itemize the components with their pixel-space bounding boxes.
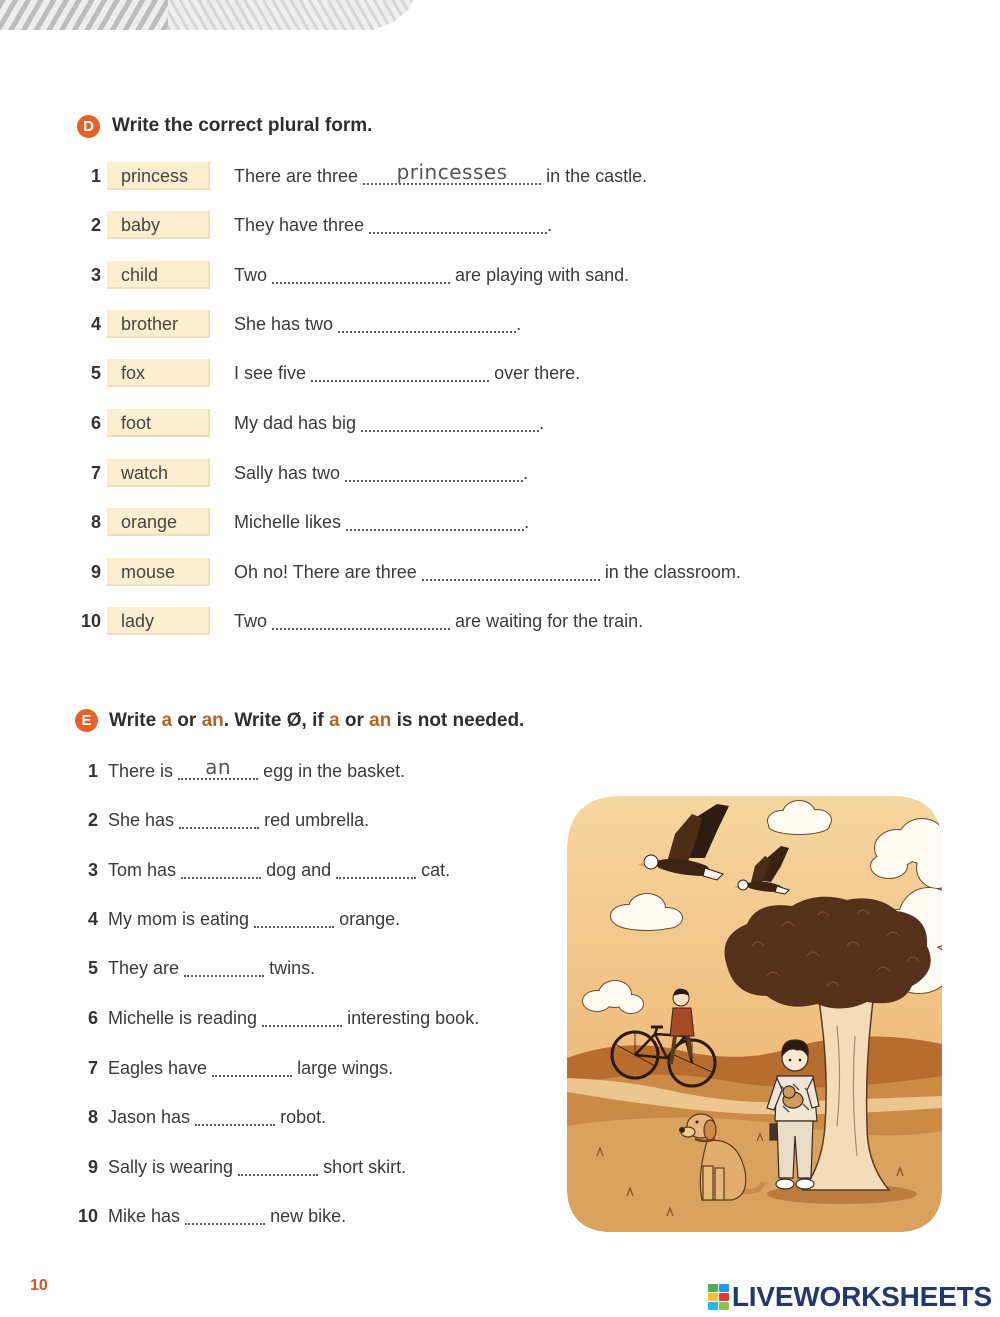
- singular-word-box: watch: [107, 459, 210, 487]
- answer-blank-example: [363, 160, 541, 185]
- answer-blank[interactable]: [195, 1110, 275, 1126]
- sentence-start: They have three: [234, 215, 365, 235]
- example-answer: princesses: [396, 160, 508, 184]
- item-number: 5: [90, 363, 101, 383]
- answer-blank[interactable]: [181, 863, 261, 879]
- sentence: [108, 1204, 346, 1228]
- plural-item: [0, 510, 1000, 534]
- singular-word-box: child: [107, 261, 210, 289]
- title-text: is not needed.: [391, 710, 525, 731]
- sentence-start: My dad has big: [234, 413, 357, 433]
- sentence: [108, 1056, 393, 1080]
- sentence: [234, 461, 528, 485]
- plural-item: [0, 609, 1000, 633]
- item-number: 10: [80, 611, 101, 631]
- sentence: [234, 160, 648, 188]
- singular-word-box: brother: [107, 310, 210, 338]
- sentence-end: are playing with sand.: [455, 265, 630, 285]
- sentence-end: .: [516, 314, 522, 334]
- answer-blank[interactable]: [346, 515, 524, 531]
- item-number: 2: [87, 810, 98, 830]
- sentence-middle: dog and: [266, 860, 332, 880]
- item-number: 8: [87, 1107, 98, 1127]
- section-e-title: [109, 708, 524, 734]
- title-text: or: [339, 710, 370, 731]
- item-number: 3: [90, 265, 101, 285]
- item-number: 1: [87, 761, 98, 781]
- sentence-end: large wings.: [297, 1058, 394, 1078]
- answer-blank[interactable]: [369, 218, 547, 234]
- logo-text: LIVEWORKSHEETS: [731, 1281, 992, 1312]
- plural-item: [0, 263, 1000, 287]
- sentence: [234, 609, 643, 633]
- sentence-start: There is: [108, 761, 174, 781]
- sentence: [108, 1155, 406, 1179]
- sentence-start: Two: [234, 611, 268, 631]
- sentence: [108, 956, 315, 980]
- sentence-start: I see five: [234, 363, 307, 383]
- title-text: . Write Ø, if: [223, 710, 329, 731]
- singular-word-box: lady: [107, 607, 210, 635]
- sentence-start: They are: [108, 958, 180, 978]
- item-number: 6: [90, 413, 101, 433]
- sentence-end: red umbrella.: [264, 810, 370, 830]
- answer-blank[interactable]: [336, 863, 416, 879]
- title-text: Write: [109, 710, 162, 731]
- sentence-end: robot.: [280, 1107, 327, 1127]
- plural-item: [0, 361, 1000, 385]
- plural-item: [0, 461, 1000, 485]
- sentence: [234, 312, 521, 336]
- sentence: [108, 858, 450, 882]
- answer-blank[interactable]: [422, 565, 600, 581]
- sentence-end: orange.: [339, 909, 401, 929]
- decorative-header-stripes: [0, 0, 180, 30]
- sentence-end: over there.: [494, 363, 581, 383]
- sentence-end: in the castle.: [546, 166, 648, 186]
- answer-blank[interactable]: [311, 366, 489, 382]
- sentence-start: There are three: [234, 166, 359, 186]
- singular-word-box: orange: [107, 508, 210, 536]
- sentence-start: Two: [234, 265, 268, 285]
- item-number: 2: [90, 215, 101, 235]
- title-text: or: [172, 710, 202, 731]
- answer-blank[interactable]: [212, 1061, 292, 1077]
- article-item: [0, 755, 1000, 783]
- sentence-start: Mike has: [108, 1206, 181, 1226]
- item-number: 6: [87, 1008, 98, 1028]
- decorative-header-band: [168, 0, 413, 30]
- answer-blank[interactable]: [238, 1160, 318, 1176]
- item-number: 10: [77, 1206, 98, 1226]
- item-number: 9: [90, 562, 101, 582]
- sentence-end: new bike.: [270, 1206, 347, 1226]
- sentence-end: egg in the basket.: [263, 761, 406, 781]
- item-number: 1: [90, 166, 101, 186]
- sentence: [234, 411, 544, 435]
- sentence-end: interesting book.: [347, 1008, 480, 1028]
- item-number: 8: [90, 512, 101, 532]
- sentence-start: Jason has: [108, 1107, 191, 1127]
- item-number: 7: [87, 1058, 98, 1078]
- sentence-end: in the classroom.: [604, 562, 741, 582]
- sentence-end: twins.: [269, 958, 316, 978]
- answer-blank[interactable]: [361, 416, 539, 432]
- item-number: 9: [87, 1157, 98, 1177]
- item-number: 4: [90, 314, 101, 334]
- page-number: 10: [30, 1277, 48, 1294]
- answer-blank[interactable]: [272, 614, 450, 630]
- section-d-badge: D: [77, 115, 100, 138]
- section-d-title: Write the correct plural form.: [112, 115, 373, 136]
- title-article-a: a: [328, 710, 340, 731]
- sentence-start: Michelle is reading: [108, 1008, 258, 1028]
- sentence-end: cat.: [421, 860, 451, 880]
- title-article-an: an: [201, 710, 224, 731]
- sentence-start: My mom is eating: [108, 909, 250, 929]
- singular-word-box: mouse: [107, 558, 210, 586]
- answer-blank[interactable]: [338, 317, 516, 333]
- singular-word-box: fox: [107, 359, 210, 387]
- sentence-end: .: [547, 215, 553, 235]
- answer-blank[interactable]: [184, 961, 264, 977]
- sentence-start: Michelle likes: [234, 512, 342, 532]
- answer-blank[interactable]: [179, 813, 259, 829]
- sentence-end: .: [524, 512, 530, 532]
- sentence-start: Oh no! There are three: [234, 562, 417, 582]
- sentence-start: Sally has two: [234, 463, 341, 483]
- sentence: [108, 1105, 326, 1129]
- sentence-end: .: [539, 413, 545, 433]
- liveworksheets-logo[interactable]: [708, 1281, 992, 1313]
- answer-blank[interactable]: [345, 466, 523, 482]
- plural-item: [0, 160, 1000, 188]
- sentence: [108, 907, 400, 931]
- sentence-start: Tom has: [108, 860, 177, 880]
- item-number: 4: [87, 909, 98, 929]
- title-article-a: a: [161, 710, 173, 731]
- sentence: [234, 213, 552, 237]
- plural-item: [0, 213, 1000, 237]
- sentence-start: Sally is wearing: [108, 1157, 234, 1177]
- answer-blank[interactable]: [272, 268, 450, 284]
- title-article-an: an: [369, 710, 392, 731]
- sentence: [234, 263, 629, 287]
- example-answer: an: [205, 755, 232, 779]
- sentence-end: .: [523, 463, 529, 483]
- sentence-end: short skirt.: [323, 1157, 407, 1177]
- item-number: 3: [87, 860, 98, 880]
- answer-blank-example: [178, 755, 258, 780]
- sentence-start: Eagles have: [108, 1058, 208, 1078]
- sentence-end: are waiting for the train.: [455, 611, 644, 631]
- item-number: 7: [90, 463, 101, 483]
- sentence: [108, 1006, 479, 1030]
- plural-item: [0, 411, 1000, 435]
- sentence-start: She has two: [234, 314, 334, 334]
- sentence: [234, 510, 529, 534]
- plural-item: [0, 312, 1000, 336]
- sentence: [108, 808, 369, 832]
- sentence-start: She has: [108, 810, 175, 830]
- item-number: 5: [87, 958, 98, 978]
- answer-blank[interactable]: [254, 912, 334, 928]
- liveworksheets-logo-icon: [708, 1284, 729, 1310]
- park-scene-illustration: [567, 796, 942, 1232]
- sentence: [234, 361, 580, 385]
- plural-item: [0, 560, 1000, 584]
- sentence: [234, 560, 741, 584]
- section-e-badge: E: [75, 709, 98, 732]
- answer-blank[interactable]: [185, 1209, 265, 1225]
- singular-word-box: princess: [107, 162, 210, 190]
- singular-word-box: foot: [107, 409, 210, 437]
- singular-word-box: baby: [107, 211, 210, 239]
- sentence: [108, 755, 406, 783]
- answer-blank[interactable]: [262, 1011, 342, 1027]
